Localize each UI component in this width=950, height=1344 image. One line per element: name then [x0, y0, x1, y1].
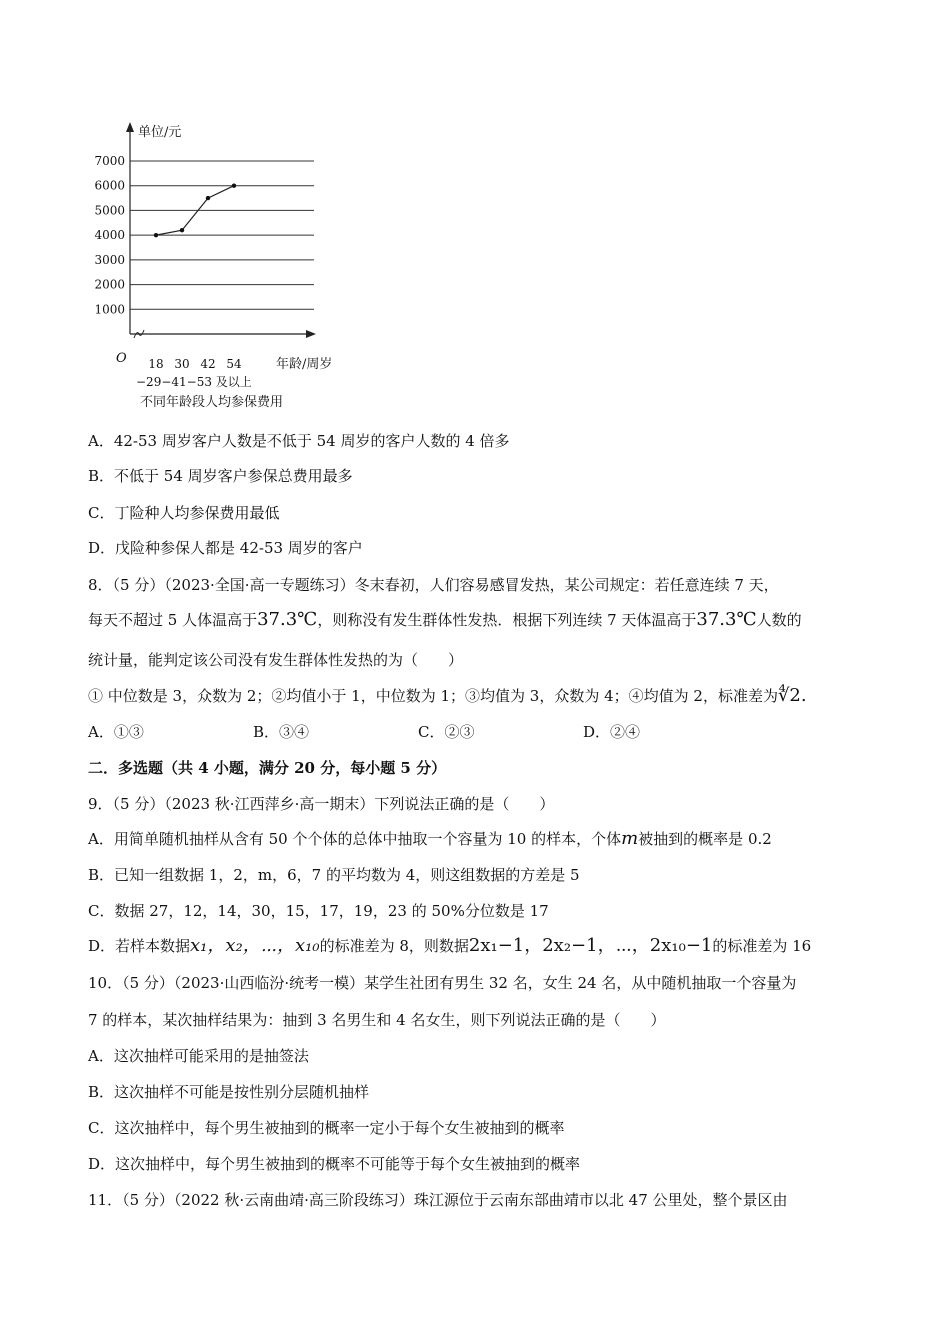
q9-d-math-2: 2x₁−1，2x₂−1，⋯，2x₁₀−1	[468, 935, 713, 956]
x-tick-label: 54	[226, 357, 242, 371]
q9-d-math-1: x₁，x₂，⋯，x₁₀	[190, 935, 320, 956]
q7-option-d: D．戊险种参保人都是 42-53 周岁的客户	[88, 539, 363, 557]
data-point	[206, 196, 210, 200]
q8-option-c: C．②③	[418, 723, 475, 741]
line-chart	[94, 110, 360, 410]
x-tick-label: 18	[148, 357, 164, 371]
q7-option-c: C．丁险种人均参保费用最低	[88, 504, 280, 522]
q8-stem-line4	[88, 686, 868, 706]
y-tick-label: 2000	[94, 277, 125, 292]
q11-stem-line1: 11．（5 分）（2022 秋·云南曲靖·高三阶段练习）珠江源位于云南东部曲靖市以北 47 公里处，整个景区由	[88, 1191, 788, 1209]
q9-a-text-post: 被抽到的概率是 0.2	[638, 830, 772, 848]
y-tick-label: 4000	[94, 228, 125, 243]
y-axis-label: 单位/元	[138, 125, 182, 140]
y-tick-label: 1000	[94, 302, 125, 317]
x-tick-label-range: −29−41−53 及以上	[136, 375, 252, 389]
q9-option-a	[88, 829, 868, 849]
q8-option-b: B．③④	[253, 723, 310, 741]
q10-option-d: D．这次抽样中，每个男生被抽到的概率不可能等于每个女生被抽到的概率	[88, 1155, 581, 1173]
q10-option-c: C．这次抽样中，每个男生被抽到的概率一定小于每个女生被抽到的概率	[88, 1119, 565, 1137]
q8-temp-1: 37.3℃	[257, 609, 318, 630]
q9-option-d	[88, 936, 868, 956]
y-tick-label: 7000	[94, 154, 125, 168]
q9-a-var: m	[621, 828, 639, 849]
q9-option-b: B．已知一组数据 1，2，m，6，7 的平均数为 4，则这组数据的方差是 5	[88, 866, 580, 884]
data-point	[154, 233, 158, 237]
y-tick-label: 5000	[94, 203, 125, 218]
q9-d-text-mid: 的标准差为 8，则数据	[319, 937, 469, 955]
x-axis-label: 年龄/周岁	[276, 357, 333, 372]
q10-option-a: A．这次抽样可能采用的是抽签法	[88, 1047, 309, 1065]
axis-break-mark	[134, 330, 144, 338]
chart-caption: 不同年龄段人均参保费用	[140, 395, 284, 410]
q9-d-text-post: 的标准差为 16	[712, 937, 812, 955]
q9-option-c: C．数据 27，12，14，30，15，17，19，23 的 50%分位数是 17	[88, 902, 549, 920]
q9-a-text: A．用简单随机抽样从含有 50 个个体的总体中抽取一个容量为 10 的样本，个体	[88, 830, 622, 848]
x-tick-label: 42	[200, 357, 216, 371]
q10-option-b: B．这次抽样不可能是按性别分层随机抽样	[88, 1083, 370, 1101]
q7-option-a: A．42-53 周岁客户人数是不低于 54 周岁的客户人数的 4 倍多	[88, 432, 510, 450]
q8-option-d: D．②④	[583, 723, 641, 741]
section-heading: 二．多选题（共 4 小题，满分 20 分，每小题 5 分）	[88, 759, 447, 777]
q8-conditions: ① 中位数是 3，众数为 2；②均值小于 1，中位数为 1；③均值为 3，众数为 4；④均值为 2，标准差为	[88, 687, 778, 705]
y-tick-label: 3000	[94, 252, 125, 267]
q8-stem-line2	[88, 610, 868, 630]
y-axis-arrow	[126, 122, 134, 132]
q8-stem-line3: 统计量，能判定该公司没有发生群体性发热的为（ ）	[88, 651, 464, 669]
q8-text-c: 人数的	[756, 611, 802, 629]
q10-stem-line1: 10．（5 分）（2023·山西临汾·统考一模）某学生社团有男生 32 名，女生 24 名，从中随机抽取一个容量为	[88, 974, 797, 992]
q7-option-b: B．不低于 54 周岁客户参保总费用最多	[88, 467, 353, 485]
data-point	[232, 184, 236, 188]
q8-text-b: ，则称没有发生群体性发热．根据下列连续 7 天体温高于	[317, 611, 697, 629]
origin-label: O	[116, 351, 127, 366]
x-axis-arrow	[306, 330, 316, 338]
x-tick-label: 30	[174, 357, 190, 371]
q8-root: ∜2.	[777, 685, 807, 706]
data-point	[180, 228, 184, 232]
q8-option-a: A．①③	[88, 723, 144, 741]
q8-options	[88, 722, 868, 742]
q10-stem-line2: 7 的样本，某次抽样结果为：抽到 3 名男生和 4 名女生，则下列说法正确的是（ ）	[88, 1011, 666, 1029]
q8-text-a: 每天不超过 5 人体温高于	[88, 611, 258, 629]
q9-stem: 9．（5 分）（2023 秋·江西萍乡·高一期末）下列说法正确的是（ ）	[88, 795, 555, 813]
q8-stem-line1: 8．（5 分）（2023·全国·高一专题练习）冬末春初，人们容易感冒发热，某公司规定：若任意连续 7 天，	[88, 576, 779, 594]
q9-d-text: D．若样本数据	[88, 937, 191, 955]
y-tick-label: 6000	[94, 178, 125, 193]
q8-temp-2: 37.3℃	[696, 609, 757, 630]
